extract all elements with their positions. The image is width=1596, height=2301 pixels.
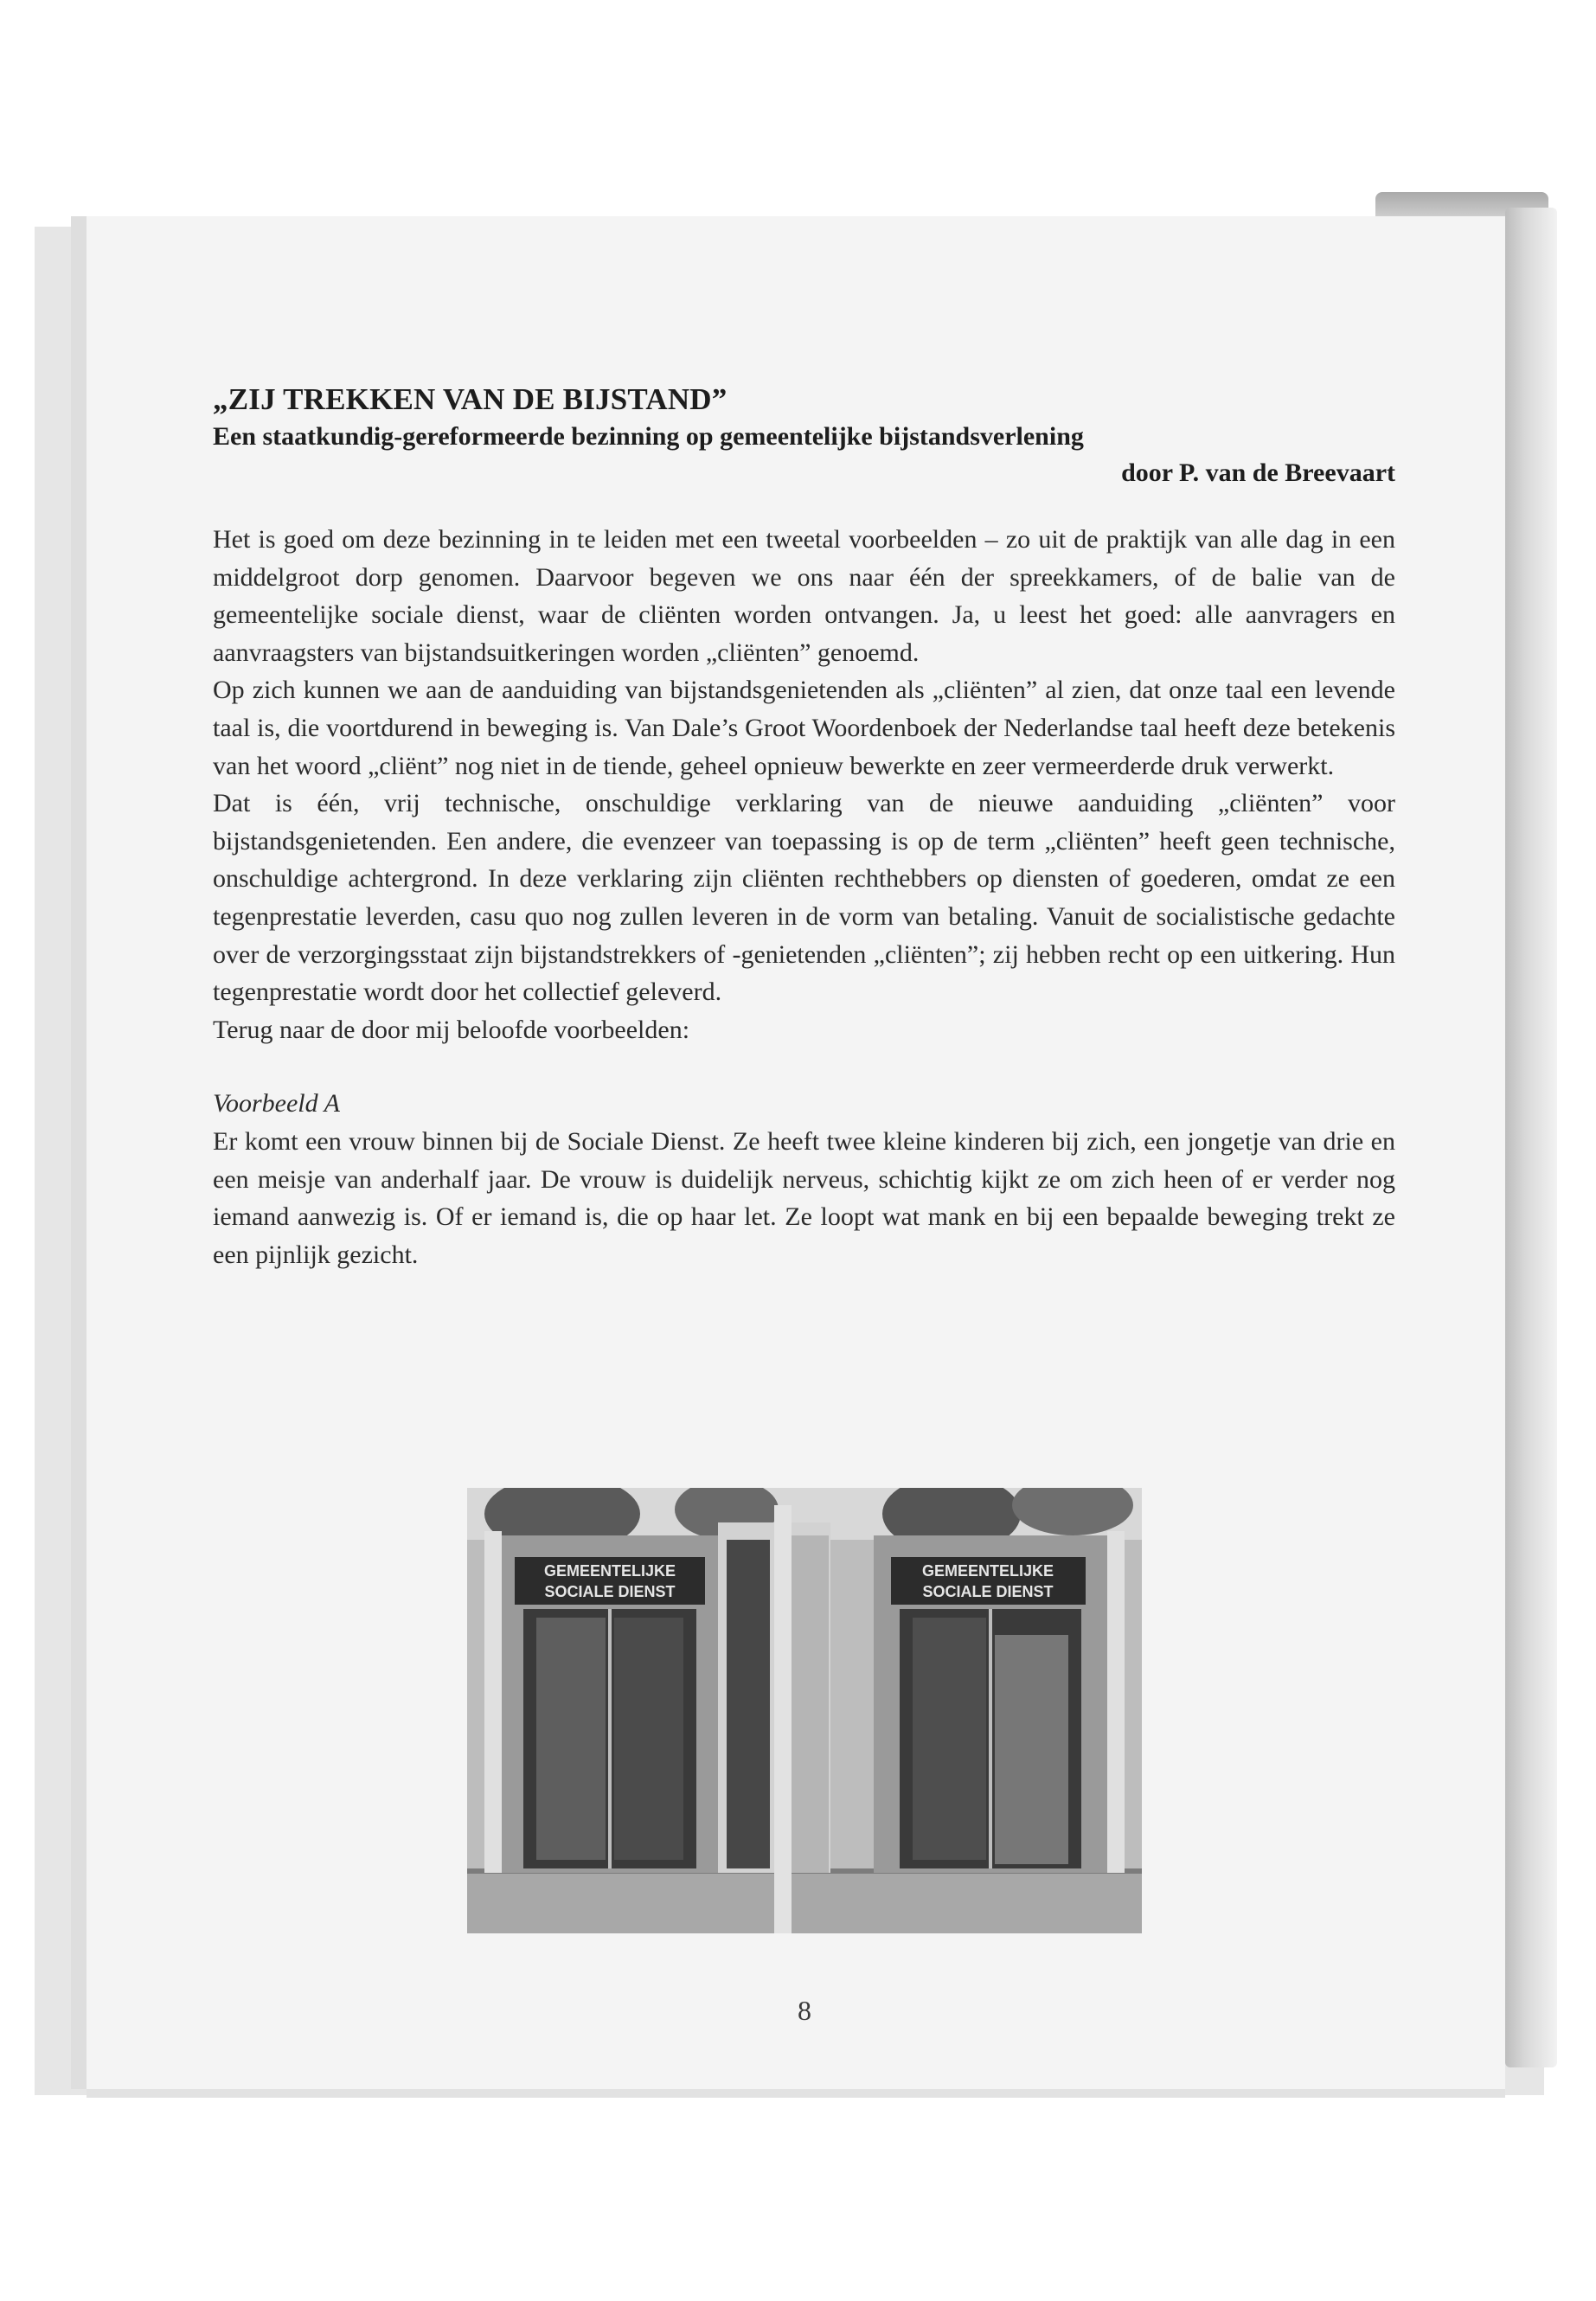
paragraph-1: Het is goed om deze bezinning in te leiden met een tweetal voorbeelden – zo uit de praktijk van alle dag in een middelgroot dorp genomen. Daarvoor begeven we ons naar één der spreekkamers, of de balie van de gemeentelijke sociale dienst, waar de cliënten worden ontvangen. Ja, u leest het goed: alle aanvragers en aanvraagsters van bijstandsuitkeringen worden „cliënten” genoemd.: [213, 525, 1395, 667]
book-cover-edge: [1505, 208, 1557, 2067]
paragraph-3: Dat is één, vrij technische, onschuldige verklaring van de nieuwe aanduiding „cliënten” voor bijstandsgenietenden. Een andere, die evenzeer van toepassing is op de term „cliënten” heeft geen technische, onschuldige achtergrond. In deze verklaring zijn cliënten rechthebbers op diensten of goederen, omdat ze een tegenprestatie leverden, casu quo nog zullen leveren in de vorm van betaling. Vanuit de socialistische gedachte over de verzorgingsstaat zijn bijstandstrekkers of -genietenden „cliënten”; zij hebben recht op een uitkering. Hun tegenprestatie wordt door het collectief geleverd.: [213, 789, 1395, 1007]
sign-left-line-1: GEMEENTELIJKE: [543, 1562, 676, 1580]
example-heading: Voorbeeld A: [213, 1089, 340, 1118]
paragraph-4: Terug naar de door mij beloofde voorbeelden:: [213, 1015, 690, 1044]
social-services-entrance-photo: [467, 1488, 1142, 1933]
example-paragraph: Er komt een vrouw binnen bij de Sociale Dienst. Ze heeft twee kleine kinderen bij zich, een jongetje van drie en een meisje van anderhalf jaar. De vrouw is duidelijk nerveus, schichtig kijkt ze om zich heen of er verder nog iemand aanwezig is. Of er iemand is, die op haar let. Ze loopt wat mank en bij een bepaalde beweging trekt ze een pijnlijk gezicht.: [213, 1126, 1395, 1269]
article-title: „ZIJ TREKKEN VAN DE BIJSTAND”: [213, 382, 727, 416]
sign-left-line-2: SOCIALE DIENST: [544, 1583, 676, 1600]
article-author: door P. van de Breevaart: [1121, 458, 1395, 487]
sign-right-line-2: SOCIALE DIENST: [922, 1583, 1054, 1600]
paragraph-2: Op zich kunnen we aan de aanduiding van bijstandsgenietenden als „cliënten” al zien, dat onze taal een levende taal is, die voortdurend in beweging is. Van Dale’s Groot Woordenboek der Nederlandse taal heeft deze betekenis van het woord „cliënt” nog niet in de tiende, geheel opnieuw bewerkte en zeer vermeerderde druk verwerkt.: [213, 676, 1395, 780]
article: [213, 381, 1395, 1273]
sign-right-line-1: GEMEENTELIJKE: [921, 1562, 1054, 1580]
page-number: 8: [798, 1995, 811, 2026]
article-subtitle: Een staatkundig-gereformeerde bezinning op gemeentelijke bijstandsverlening: [213, 422, 1084, 451]
